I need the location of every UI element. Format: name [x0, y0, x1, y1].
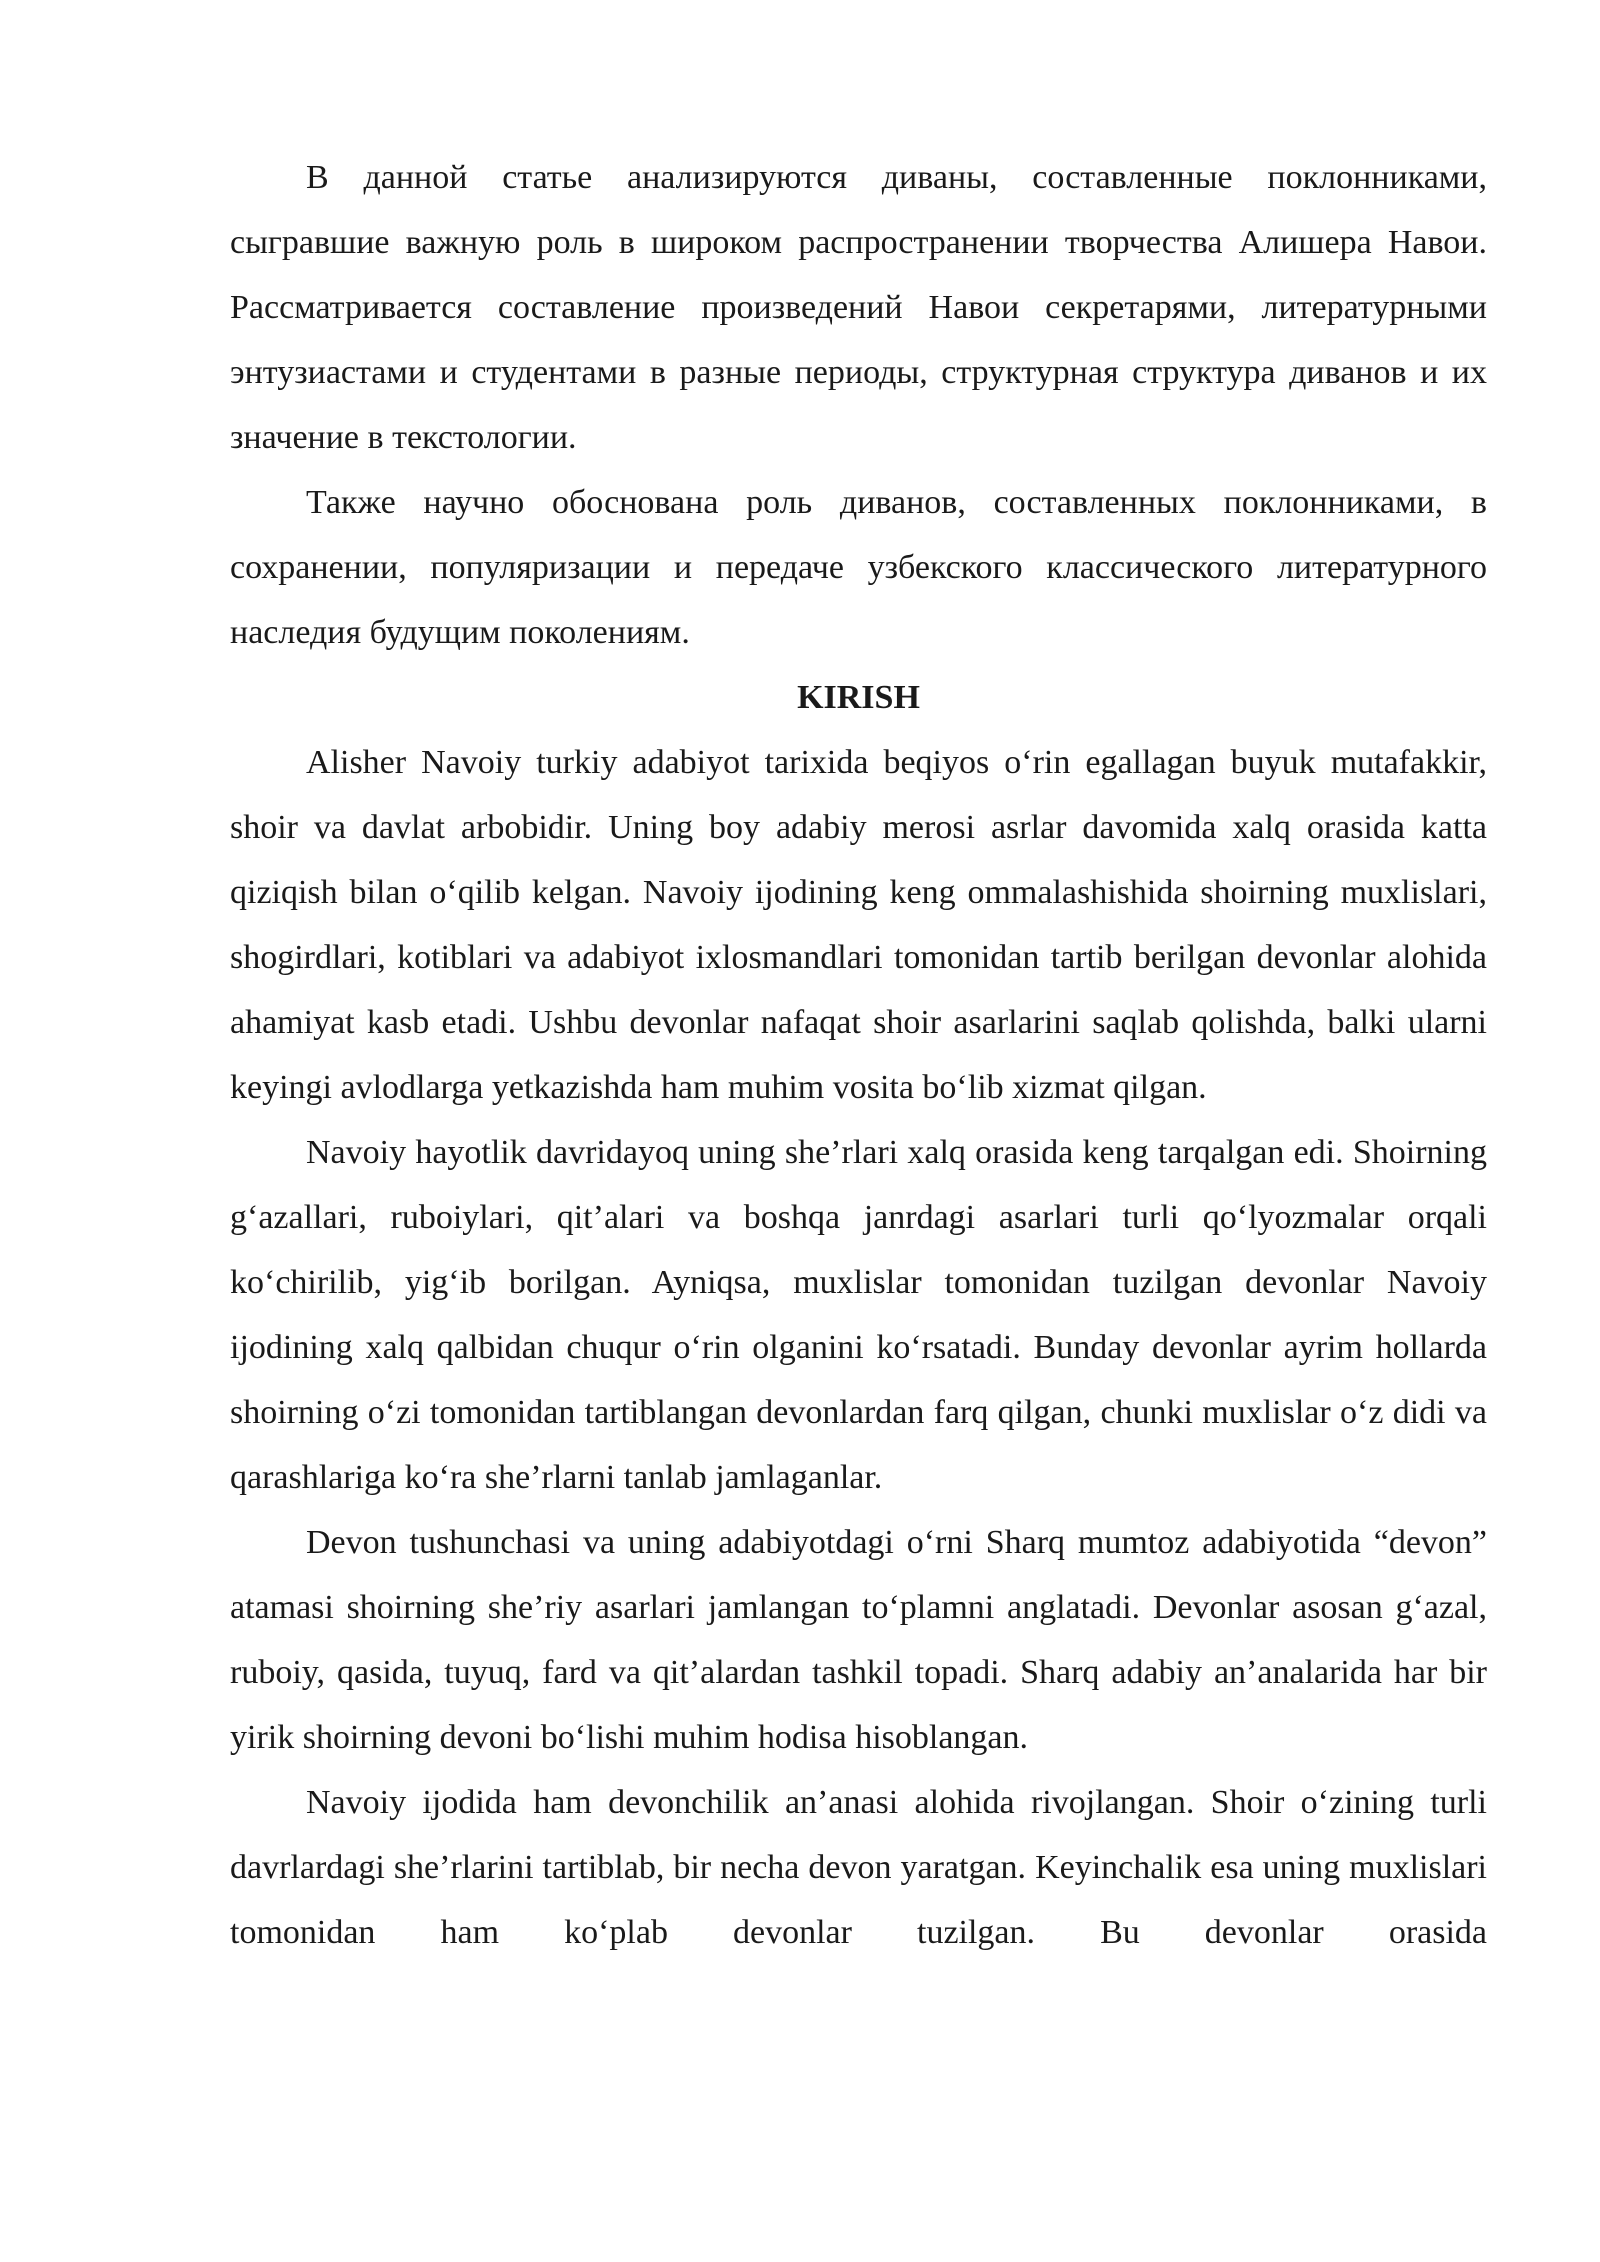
body-paragraph-4: Navoiy ijodida ham devonchilik an’anasi alohida rivojlangan. Shoir o‘zining turli davrlardagi she’rlarini tartiblab, bir necha devon yaratgan. Keyinchalik esa uning muxlislari tomonidan ham ko‘plab devonlar tuzilgan. Bu devonlar orasida [230, 1784, 1487, 1951]
body-paragraph-1: Alisher Navoiy turkiy adabiyot tarixida beqiyos o‘rin egallagan buyuk mutafakkir, shoir va davlat arbobidir. Uning boy adabiy merosi asrlar davomida xalq orasida katta qiziqish bilan o‘qilib kelgan. Navoiy ijodining keng ommalashishida shoirning muxlislari, shogirdlari, kotiblari va adabiyot ixlosmandlari tomonidan tartib berilgan devonlar alohida ahamiyat kasb etadi. Ushbu devonlar nafaqat shoir asarlarini saqlab qolishda, balki ularni keyingi avlodlarga yetkazishda ham muhim vosita bo‘lib xizmat qilgan. [230, 744, 1487, 1106]
abstract-paragraph-1: В данной статье анализируются диваны, составленные поклонниками, сыгравшие важную роль в широком распространении творчества Алишера Навои. Рассматривается составление произведений Навои секретарями, литературными энтузиастами и студентами в разные периоды, структурная структура диванов и их значение в текстологии. [230, 159, 1487, 456]
section-heading: KIRISH [797, 679, 920, 716]
body-paragraph-3: Devon tushunchasi va uning adabiyotdagi o‘rni Sharq mumtoz adabiyotida “devon” atamasi shoirning she’riy asarlari jamlangan to‘plamni anglatadi. Devonlar asosan g‘azal, ruboiy, qasida, tuyuq, fard va qit’alardan tashkil topadi. Sharq adabiy an’analarida har bir yirik shoirning devoni bo‘lishi muhim hodisa hisoblangan. [230, 1524, 1487, 1756]
abstract-paragraph-2: Также научно обоснована роль диванов, составленных поклонниками, в сохранении, популяризации и передаче узбекского классического литературного наследия будущим поколениям. [230, 484, 1487, 651]
body-paragraph-2: Navoiy hayotlik davridayoq uning she’rlari xalq orasida keng tarqalgan edi. Shoirning g‘azallari, ruboiylari, qit’alari va boshqa janrdagi asarlari turli qo‘lyozmalar orqali ko‘chirilib, yig‘ib borilgan. Ayniqsa, muxlislar tomonidan tuzilgan devonlar Navoiy ijodining xalq qalbidan chuqur o‘rin olganini ko‘rsatadi. Bunday devonlar ayrim hollarda shoirning o‘zi tomonidan tartiblangan devonlardan farq qilgan, chunki muxlislar o‘z didi va qarashlariga ko‘ra she’rlarni tanlab jamlaganlar. [230, 1134, 1487, 1496]
